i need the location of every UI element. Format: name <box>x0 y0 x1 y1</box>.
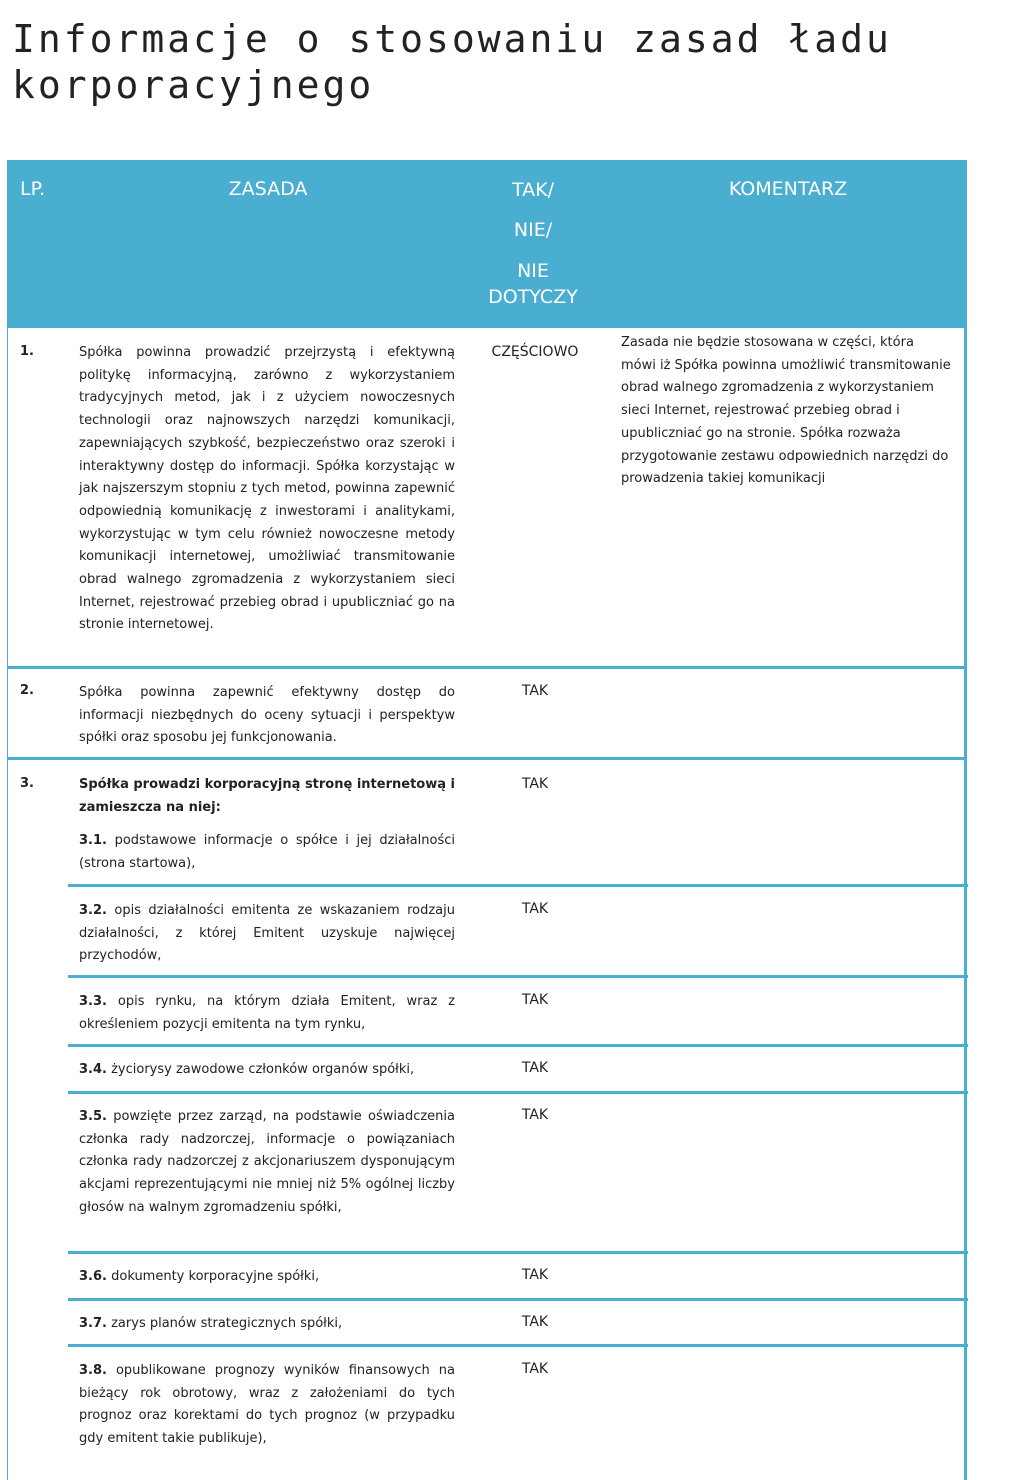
row-intro: Spółka prowadzi korporacyjną stronę internetową i zamieszcza na niej: <box>79 777 455 815</box>
subrow-text <box>79 830 455 875</box>
subrow-body: życiorysy zawodowe członków organów spółki, <box>111 1062 415 1077</box>
row-divider <box>8 666 964 669</box>
row-text: Spółka powinna zapewnić efektywny dostęp do informacji niezbędnych do oceny sytuacji i perspektyw spółki oraz sposobu jej funkcjonowania. <box>79 685 455 746</box>
row-status: TAK <box>521 1267 549 1283</box>
subrow-body: powzięte przez zarząd, na podstawie oświadczenia członka rady nadzorczej, informacje o powiązaniach członka rady nadzorczej z akcjonariuszem dysponującym akcjami reprezentującymi nie mniej niż 5% ogólnej liczby głosów na walnym zgromadzeniu spółki, <box>79 1109 455 1215</box>
subrow-num: 3.2. <box>79 903 107 918</box>
subrow-text <box>79 991 455 1036</box>
row-lp: 3. <box>20 776 34 791</box>
subrow-num: 3.6. <box>79 1269 107 1284</box>
subrow-num: 3.5. <box>79 1109 107 1124</box>
row-status: TAK <box>521 1107 549 1123</box>
subrow-text <box>79 1106 455 1220</box>
page-title: Informacje o stosowaniu zasad ładu korporacyjnego <box>12 17 892 107</box>
row-status: TAK <box>521 1060 549 1076</box>
row-status: CZĘŚCIOWO <box>491 344 579 360</box>
subrow-text <box>79 900 455 968</box>
header-status-line: NIE/ <box>513 219 553 241</box>
subrow-text <box>79 1059 455 1082</box>
subrow-text <box>79 1360 455 1451</box>
header-lp: LP. <box>20 178 46 200</box>
row-status: TAK <box>521 1314 549 1330</box>
row-lp: 1. <box>20 344 34 359</box>
subrow-body: dokumenty korporacyjne spółki, <box>111 1269 320 1284</box>
row-status: TAK <box>521 1361 549 1377</box>
subrow-body: opublikowane prognozy wyników finansowych na bieżący rok obrotowy, wraz z założeniami do tych prognoz oraz korektami do tych prognoz (w przypadku gdy emitent takie publikuje), <box>79 1363 455 1447</box>
row-divider <box>68 1344 968 1347</box>
subrow-text <box>79 1313 455 1336</box>
header-komentarz: KOMENTARZ <box>728 178 848 200</box>
row-status: TAK <box>521 901 549 917</box>
row-divider <box>8 757 964 760</box>
row-divider <box>68 1251 968 1254</box>
subrow-body: zarys planów strategicznych spółki, <box>111 1316 343 1331</box>
row-status: TAK <box>521 683 549 699</box>
subrow-body: opis rynku, na którym działa Emitent, wraz z określeniem pozycji emitenta na tym rynku, <box>79 994 455 1032</box>
row-divider <box>68 1091 968 1094</box>
subrow-body: podstawowe informacje o spółce i jej działalności (strona startowa), <box>79 833 455 871</box>
table-header <box>8 160 964 328</box>
subrow-body: opis działalności emitenta ze wskazaniem rodzaju działalności, z której Emitent uzyskuje najwięcej przychodów, <box>79 903 455 964</box>
header-status-line: DOTYCZY <box>488 286 578 308</box>
header-status-line: TAK/ <box>512 179 554 201</box>
subrow-num: 3.1. <box>79 833 107 848</box>
subrow-num: 3.7. <box>79 1316 107 1331</box>
governance-table <box>7 160 967 1480</box>
header-status-line: NIE <box>517 260 549 282</box>
row-divider <box>68 1298 968 1301</box>
header-zasada: ZASADA <box>228 178 308 200</box>
subrow-text <box>79 1266 455 1289</box>
row-divider <box>68 1044 968 1047</box>
row-divider <box>68 975 968 978</box>
subrow-num: 3.4. <box>79 1062 107 1077</box>
subrow-num: 3.3. <box>79 994 107 1009</box>
subrow-num: 3.8. <box>79 1363 107 1378</box>
row-status: TAK <box>521 992 549 1008</box>
row-text: Spółka powinna prowadzić przejrzystą i efektywną politykę informacyjną, zarówno z wykorzystaniem tradycyjnych metod, jak i z użyciem nowoczesnych technologii oraz najnowszych narzędzi komunikacji, zapewniających szybkość, bezpieczeństwo oraz szeroki i interaktywny dostęp do informacji. Spółka korzystając w jak najszerszym stopniu z tych metod, powinna zapewnić odpowiednią komunikację z inwestorami i analitykami, wykorzystując w tym celu również nowoczesne metody komunikacji internetowej, umożliwiać transmitowanie obrad walnego zgromadzenia z wykorzystaniem sieci Internet, rejestrować przebieg obrad i upubliczniać go na stronie internetowej. <box>79 345 455 633</box>
row-lp: 2. <box>20 683 34 698</box>
row-status: TAK <box>521 776 549 792</box>
row-divider <box>68 884 968 887</box>
header-status <box>478 170 588 310</box>
row-comment: Zasada nie będzie stosowana w części, która mówi iż Spółka powinna umożliwić transmitowanie obrad walnego zgromadzenia z wykorzystaniem sieci Internet, rejestrować przebieg obrad i upubliczniać go na stronie. Spółka rozważa przygotowanie zestawu odpowiednich narzędzi do prowadzenia takiej komunikacji <box>621 335 951 487</box>
